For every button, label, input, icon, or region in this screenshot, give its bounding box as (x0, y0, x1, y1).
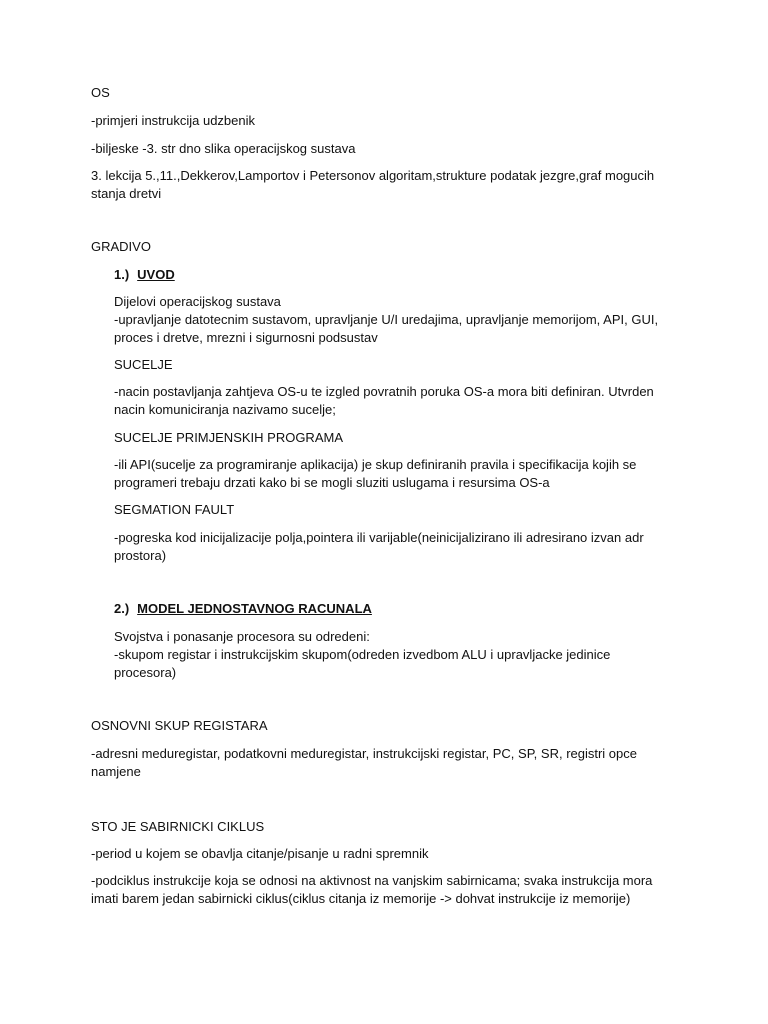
paragraph-line: prostora) (114, 548, 167, 563)
section-title: MODEL JEDNOSTAVNOG RACUNALA (137, 601, 372, 616)
subheading: SUCELJE PRIMJENSKIH PROGRAMA (114, 430, 343, 445)
note-line: -biljeske -3. str dno slika operacijskog sustava (91, 141, 356, 156)
lesson-line: 3. lekcija 5.,11.,Dekkerov,Lamportov i Petersonov algoritam,strukture podatak jezgre,graf mogucih (91, 168, 655, 183)
paragraph-line: -skupom registar i instrukcijskim skupom(odreden izvedbom ALU i upravljacke jedinice (114, 647, 611, 662)
ciklus-heading: STO JE SABIRNICKI CIKLUS (91, 819, 265, 834)
paragraph-line: Dijelovi operacijskog sustava (114, 294, 281, 309)
section-title: UVOD (137, 267, 175, 282)
paragraph-line: -adresni meduregistar, podatkovni meduregistar, instrukcijski registar, PC, SP, SR, registri opce (91, 746, 637, 761)
lesson-line: stanja dretvi (91, 186, 162, 201)
paragraph-line: proces i dretve, mrezni i sigurnosni podsustav (114, 330, 378, 345)
section-heading (114, 266, 175, 284)
paragraph-line: -upravljanje datotecnim sustavom, upravljanje U/I uredajima, upravljanje memorijom, API, GUI, (114, 312, 659, 327)
paragraph-line: imati barem jedan sabirnicki ciklus(ciklus citanja iz memorije -> dohvat instrukcije iz memorije) (91, 891, 631, 906)
section-number: 1.) (114, 267, 130, 282)
paragraph-line: nacin komuniciranja nazivamo sucelje; (114, 402, 336, 417)
registri-heading: OSNOVNI SKUP REGISTARA (91, 718, 268, 733)
subheading: SUCELJE (114, 357, 173, 372)
section-number: 2.) (114, 601, 130, 616)
paragraph-line: -pogreska kod inicijalizacije polja,pointera ili varijable(neinicijalizirano ili adresirano izvan adr (114, 530, 644, 545)
paragraph-line: -period u kojem se obavlja citanje/pisanje u radni spremnik (91, 846, 429, 861)
paragraph-line: -nacin postavljanja zahtjeva OS-u te izgled povratnih poruka OS-a mora biti definiran. Utvrden (114, 384, 654, 399)
note-line: -primjeri instrukcija udzbenik (91, 113, 255, 128)
paragraph-line: namjene (91, 764, 141, 779)
subheading: SEGMATION FAULT (114, 502, 235, 517)
paragraph-line: -ili API(sucelje za programiranje aplikacija) je skup definiranih pravila i specifikacija kojih se (114, 457, 637, 472)
section-heading (114, 600, 372, 618)
gradivo-heading: GRADIVO (91, 239, 151, 254)
paragraph-line: -podciklus instrukcije koja se odnosi na aktivnost na vanjskim sabirnicama; svaka instrukcija mora (91, 873, 653, 888)
paragraph-line: procesora) (114, 665, 177, 680)
document-title: OS (91, 85, 110, 100)
paragraph-line: Svojstva i ponasanje procesora su odredeni: (114, 629, 370, 644)
paragraph-line: programeri trebaju drzati kako bi se mogli sluziti uslugama i resursima OS-a (114, 475, 550, 490)
